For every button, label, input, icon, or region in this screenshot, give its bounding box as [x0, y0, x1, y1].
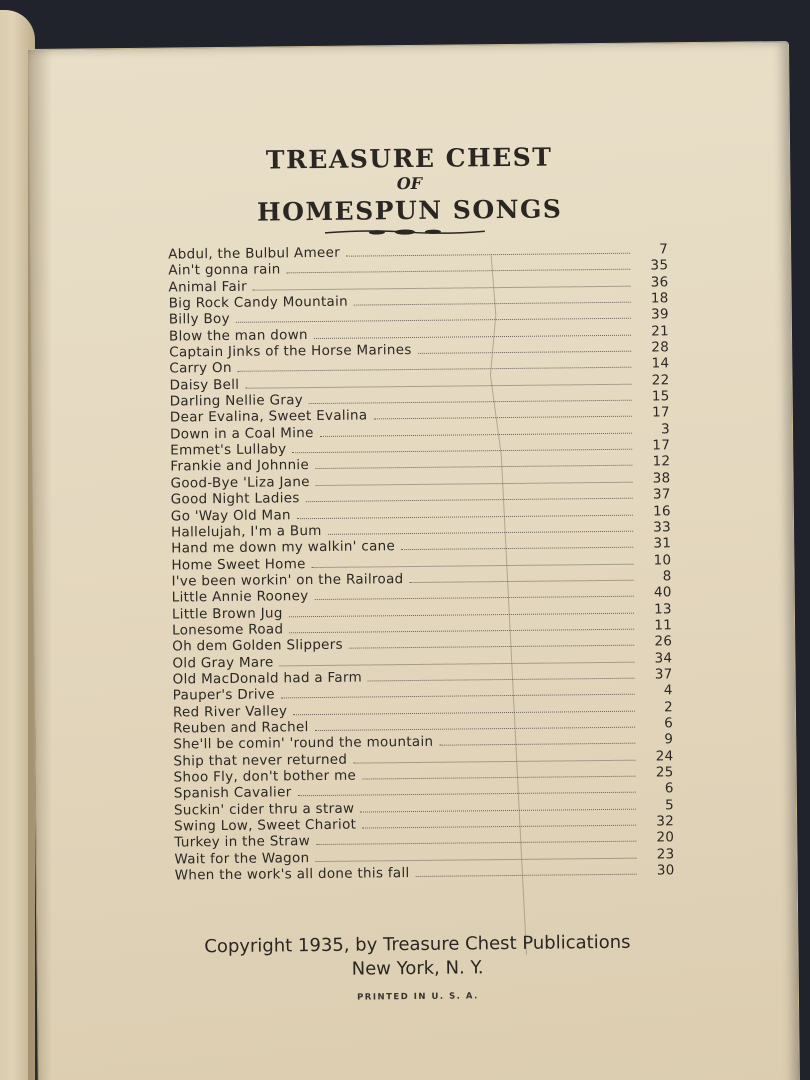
dot-leader: [416, 874, 637, 877]
song-title: Frankie and Johnnie: [170, 457, 310, 476]
song-title: Home Sweet Home: [171, 555, 306, 574]
page-number: 14: [651, 355, 670, 372]
book-title-line-2: OF: [396, 173, 423, 194]
page-number: 4: [663, 682, 673, 699]
song-title: Billy Boy: [168, 311, 230, 328]
page-number: 38: [652, 470, 671, 487]
page-number: 31: [653, 535, 672, 552]
song-title: Old Gray Mare: [172, 654, 274, 672]
dot-leader: [354, 302, 631, 306]
dot-leader: [236, 318, 631, 323]
song-title: Swing Low, Sweet Chariot: [174, 816, 357, 835]
dot-leader: [410, 580, 634, 583]
page-number: 23: [656, 845, 675, 863]
dot-leader: [297, 514, 633, 519]
page-number: 30: [656, 862, 675, 879]
page-number: 17: [652, 437, 671, 454]
dot-leader: [281, 694, 635, 699]
page-number: 25: [655, 764, 674, 781]
dot-leader: [328, 531, 633, 535]
song-title: Shoo Fly, don't bother me: [173, 767, 357, 786]
page-number: 10: [653, 551, 672, 569]
page-number: 32: [656, 813, 675, 830]
dot-leader: [238, 367, 632, 372]
page-number: 17: [651, 404, 670, 421]
printed-in-usa: PRINTED IN U. S. A.: [356, 991, 479, 1003]
dot-leader: [353, 759, 635, 763]
song-title: Oh dem Golden Slippers: [172, 636, 344, 655]
song-title: Suckin' cider thru a straw: [173, 800, 355, 819]
dot-leader: [401, 547, 633, 550]
book-title-line-3: HOMESPUN SONGS: [256, 194, 563, 227]
dot-leader: [280, 661, 635, 666]
publisher-location: New York, N. Y.: [351, 957, 484, 980]
page-number: 15: [651, 388, 670, 405]
song-title: When the work's all done this fall: [174, 865, 410, 884]
dot-leader: [316, 482, 633, 486]
song-title: Daisy Bell: [169, 376, 240, 394]
dot-leader: [315, 727, 635, 731]
song-title: Little Brown Jug: [171, 604, 283, 623]
dot-leader: [314, 334, 631, 338]
song-title: Good-Bye 'Liza Jane: [170, 473, 310, 492]
song-title: Ship that never returned: [173, 751, 348, 770]
book-title-line-1: TREASURE CHEST: [265, 142, 553, 175]
dot-leader: [349, 645, 634, 649]
page-number: 13: [654, 600, 672, 618]
song-title: Red River Valley: [172, 702, 288, 721]
page-number: 9: [664, 731, 674, 748]
dot-leader: [368, 678, 635, 682]
song-title: Pauper's Drive: [172, 686, 275, 704]
dot-leader: [245, 383, 631, 388]
dot-leader: [373, 416, 631, 420]
song-title: Lonesome Road: [172, 621, 284, 639]
song-title: Animal Fair: [168, 278, 247, 296]
dot-leader: [320, 432, 632, 436]
page-number: 8: [662, 568, 672, 585]
dot-leader: [360, 808, 636, 812]
page-number: 18: [650, 290, 669, 307]
table-of-contents: [168, 241, 675, 884]
spine-shadow: [28, 50, 52, 1080]
dot-leader: [315, 857, 636, 861]
dot-leader: [362, 825, 636, 829]
ornament-divider: [325, 227, 485, 237]
page-number: 40: [653, 584, 672, 601]
song-title: Go 'Way Old Man: [170, 506, 291, 525]
song-title: Darling Nellie Gray: [169, 392, 304, 410]
page-number: 2: [663, 698, 673, 716]
song-title: Dear Evalina, Sweet Evalina: [169, 407, 368, 426]
song-title: Captain Jinks of the Horse Marines: [169, 342, 412, 361]
dot-leader: [289, 629, 634, 634]
page-number: 24: [655, 747, 674, 765]
dot-leader: [315, 465, 632, 469]
dot-leader: [292, 449, 632, 454]
dot-leader: [346, 253, 630, 257]
page-number: 6: [664, 780, 674, 797]
song-title: She'll be comin' 'round the mountain: [173, 734, 434, 753]
song-title: Hallelujah, I'm a Bum: [170, 522, 322, 541]
dot-leader: [418, 351, 631, 354]
song-title: Abdul, the Bulbul Ameer: [168, 244, 341, 263]
page-number: 3: [661, 421, 671, 438]
page-number: 7: [659, 241, 669, 258]
dot-leader: [312, 563, 634, 567]
song-title: Emmet's Lullaby: [170, 441, 287, 459]
page-number: 37: [654, 666, 673, 683]
page-number: 20: [656, 829, 675, 846]
song-title: Turkey in the Straw: [174, 833, 311, 851]
page-number: 21: [651, 323, 670, 340]
page-number: 22: [651, 372, 670, 389]
song-title: Old MacDonald had a Farm: [172, 669, 363, 688]
song-title: Ain't gonna rain: [168, 261, 281, 279]
page-number: 36: [650, 273, 669, 291]
page-number: 28: [651, 339, 670, 356]
page-number: 12: [652, 453, 671, 470]
page-number: 16: [652, 502, 671, 519]
song-title: Wait for the Wagon: [174, 849, 310, 868]
page-number: 5: [664, 796, 675, 814]
song-title: Carry On: [169, 360, 232, 377]
dot-leader: [293, 710, 635, 715]
page-number: 6: [664, 715, 674, 732]
dot-leader: [306, 498, 633, 502]
page-number: 39: [650, 306, 669, 323]
copyright-line: Copyright 1935, by Treasure Chest Publications: [204, 931, 631, 958]
dot-leader: [439, 743, 635, 746]
page-number: 35: [650, 257, 669, 274]
dot-leader: [253, 285, 631, 290]
dot-leader: [362, 776, 635, 780]
dot-leader: [316, 841, 636, 845]
dot-leader: [287, 269, 631, 274]
song-title: Good Night Ladies: [170, 490, 300, 508]
song-title: Little Annie Rooney: [171, 588, 309, 606]
page-number: 34: [654, 649, 673, 667]
songbook-page: [28, 42, 799, 1080]
page-number: 37: [652, 486, 671, 503]
dot-leader: [289, 612, 634, 617]
song-title: I've been workin' on the Railroad: [171, 570, 404, 590]
dot-leader: [309, 400, 632, 404]
page-number: 11: [654, 617, 673, 634]
song-title: Hand me down my walkin' cane: [171, 538, 396, 557]
song-title: Spanish Cavalier: [173, 784, 292, 802]
dot-leader: [315, 596, 634, 600]
page-number: 33: [653, 519, 672, 536]
song-title: Big Rock Candy Mountain: [168, 293, 349, 312]
song-title: Blow the man down: [168, 326, 308, 345]
dot-leader: [298, 792, 636, 797]
song-title: Down in a Coal Mine: [169, 424, 314, 443]
song-title: Reuben and Rachel: [173, 719, 309, 737]
page-number: 26: [654, 633, 673, 650]
